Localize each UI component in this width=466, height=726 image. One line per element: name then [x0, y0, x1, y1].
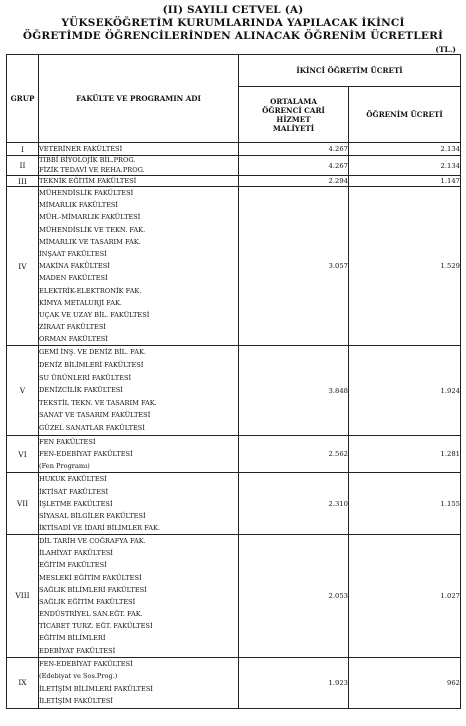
table-row [7, 473, 461, 534]
faculty-name: DENİZCİLİK FAKÜLTESİ [39, 386, 123, 395]
faculty-name: MÜHENDİSLİK VE TEKN. FAK. [39, 225, 146, 234]
tuition-cell: 1.147 [349, 176, 461, 187]
header-second-education-fee: İKİNCİ ÖĞRETİM ÜCRETİ [239, 55, 461, 87]
group-cell: IV [7, 187, 39, 346]
table-row [7, 187, 461, 346]
faculty-name: ENDÜSTRİYEL SAN.EĞT. FAK. [39, 610, 143, 619]
tuition-cell: 962 [349, 657, 461, 708]
faculty-name: EĞİTİM FAKÜLTESİ [39, 561, 107, 570]
average-cost-cell: 3.057 [239, 187, 349, 346]
table-row [7, 156, 461, 176]
group-cell: VIII [7, 534, 39, 657]
faculty-name: (Fen Programı) [39, 462, 90, 471]
faculty-name: SANAT VE TASARIM FAKÜLTESİ [39, 411, 151, 420]
faculty-name: DENİZ BİLİMLERİ FAKÜLTESİ [39, 361, 144, 370]
faculty-name: GEMİ İNŞ. VE DENİZ BİL. FAK. [39, 348, 147, 357]
average-cost-cell: 2.310 [239, 473, 349, 534]
table-row [7, 346, 461, 435]
faculty-name: İLAHİYAT FAKÜLTESİ [39, 549, 114, 558]
faculty-name: İNŞAAT FAKÜLTESİ [39, 249, 107, 258]
group-cell: V [7, 346, 39, 435]
faculty-cell [39, 187, 239, 346]
tuition-cell: 1.281 [349, 435, 461, 473]
faculty-name: İŞLETME FAKÜLTESİ [39, 499, 113, 508]
header-tuition: ÖĞRENİM ÜCRETİ [349, 87, 461, 143]
faculty-name: MÜHENDİSLİK FAKÜLTESİ [39, 189, 134, 197]
faculty-name: FEN FAKÜLTESİ [39, 437, 96, 446]
faculty-name: İLETİŞİM BİLİMLERİ FAKÜLTESİ [39, 684, 153, 693]
faculty-name: TEKNİK EĞİTİM FAKÜLTESİ [39, 177, 137, 185]
faculty-cell [39, 534, 239, 657]
faculty-name: HUKUK FAKÜLTESİ [39, 475, 107, 484]
currency-unit: (TL.) [435, 45, 456, 54]
faculty-name: FİZİK TEDAVİ VE REHA.PROG. [39, 165, 145, 174]
group-cell: III [7, 176, 39, 187]
faculty-name: ZİRAAT FAKÜLTESİ [39, 323, 106, 332]
average-cost-cell: 3.848 [239, 346, 349, 435]
group-cell: VII [7, 473, 39, 534]
faculty-name: (Edebiyat ve Sos.Prog.) [39, 672, 118, 681]
table-row [7, 176, 461, 187]
faculty-name: EĞİTİM BİLİMLERİ [39, 634, 106, 643]
document-title-line-2: ÖĞRETİMDE ÖĞRENCİLERİNDEN ALINACAK ÖĞRENİM ÜCRETLERİ [22, 30, 444, 42]
faculty-name: MİMARLIK FAKÜLTESİ [39, 201, 119, 210]
faculty-name: DİL TARİH VE COĞRAFYA FAK. [39, 536, 146, 545]
faculty-name: TİCARET TURZ. EĞT. FAKÜLTESİ [39, 622, 153, 631]
header-group: GRUP [7, 55, 39, 143]
fee-table [6, 54, 461, 709]
table-row [7, 534, 461, 657]
header-average-cost: ORTALAMA ÖĞRENCİ CARİ HİZMET MALİYETİ [239, 87, 349, 143]
average-cost-cell: 1.923 [239, 657, 349, 708]
faculty-name: TIBBİ BİYOLOJİK BİL.PROG. [39, 156, 136, 164]
faculty-cell [39, 473, 239, 534]
faculty-name: ORMAN FAKÜLTESİ [39, 335, 108, 344]
header-faculty: FAKÜLTE VE PROGRAMIN ADI [39, 55, 239, 143]
faculty-cell [39, 176, 239, 187]
tuition-cell: 1.924 [349, 346, 461, 435]
faculty-name: MİMARLIK VE TASARIM FAK. [39, 237, 141, 246]
faculty-name: SİYASAL BİLGİLER FAKÜLTESİ [39, 511, 146, 520]
table-row [7, 143, 461, 156]
average-cost-cell: 2.053 [239, 534, 349, 657]
group-cell: IX [7, 657, 39, 708]
faculty-name: MÜH.-MİMARLIK FAKÜLTESİ [39, 213, 141, 222]
faculty-name: ELEKTRİK-ELEKTRONİK FAK. [39, 286, 142, 295]
faculty-name: İLETİŞİM FAKÜLTESİ [39, 697, 113, 706]
tuition-cell: 2.134 [349, 156, 461, 176]
faculty-name: TEKSTİL TEKN. VE TASARIM FAK. [39, 398, 157, 407]
average-cost-cell: 2.294 [239, 176, 349, 187]
faculty-name: GÜZEL SANATLAR FAKÜLTESİ [39, 424, 145, 432]
faculty-name: EDEBİYAT FAKÜLTESİ [39, 646, 116, 655]
faculty-cell [39, 143, 239, 156]
faculty-name: İKTİSADİ VE İDARİ BİLİMLER FAK. [39, 523, 161, 532]
faculty-name: FEN-EDEBİYAT FAKÜLTESİ [39, 659, 133, 668]
faculty-name: MADEN FAKÜLTESİ [39, 274, 108, 283]
document-number: (II) SAYILI CETVEL (A) [162, 4, 304, 16]
faculty-cell [39, 346, 239, 435]
faculty-name: MESLEKİ EĞİTİM FAKÜLTESİ [39, 573, 142, 582]
faculty-cell [39, 156, 239, 176]
average-cost-cell: 4.267 [239, 156, 349, 176]
faculty-name: MAKİNA FAKÜLTESİ [39, 262, 110, 271]
average-cost-cell: 2.562 [239, 435, 349, 473]
table-row [7, 435, 461, 473]
tuition-cell: 2.134 [349, 143, 461, 156]
tuition-cell: 1.027 [349, 534, 461, 657]
faculty-cell [39, 657, 239, 708]
faculty-name: SU ÜRÜNLERİ FAKÜLTESİ [39, 373, 132, 382]
faculty-name: FEN-EDEBİYAT FAKÜLTESİ [39, 449, 133, 458]
table-row [7, 657, 461, 708]
average-cost-cell: 4.267 [239, 143, 349, 156]
faculty-name: İKTİSAT FAKÜLTESİ [39, 487, 109, 496]
document-title-line-1: YÜKSEKÖĞRETİM KURUMLARINDA YAPILACAK İKİNCİ [61, 17, 405, 29]
group-cell: VI [7, 435, 39, 473]
faculty-name: SAĞLIK BİLİMLERİ FAKÜLTESİ [39, 585, 147, 594]
faculty-cell [39, 435, 239, 473]
faculty-name: KİMYA METALURJİ FAK. [39, 298, 123, 307]
faculty-name: UÇAK VE UZAY BİL. FAKÜLTESİ [39, 310, 150, 319]
group-cell: I [7, 143, 39, 156]
tuition-cell: 1.529 [349, 187, 461, 346]
faculty-name: VETERİNER FAKÜLTESİ [39, 145, 123, 153]
faculty-name: SAĞLIK EĞİTİM FAKÜLTESİ [39, 597, 136, 606]
group-cell: II [7, 156, 39, 176]
tuition-cell: 1.155 [349, 473, 461, 534]
